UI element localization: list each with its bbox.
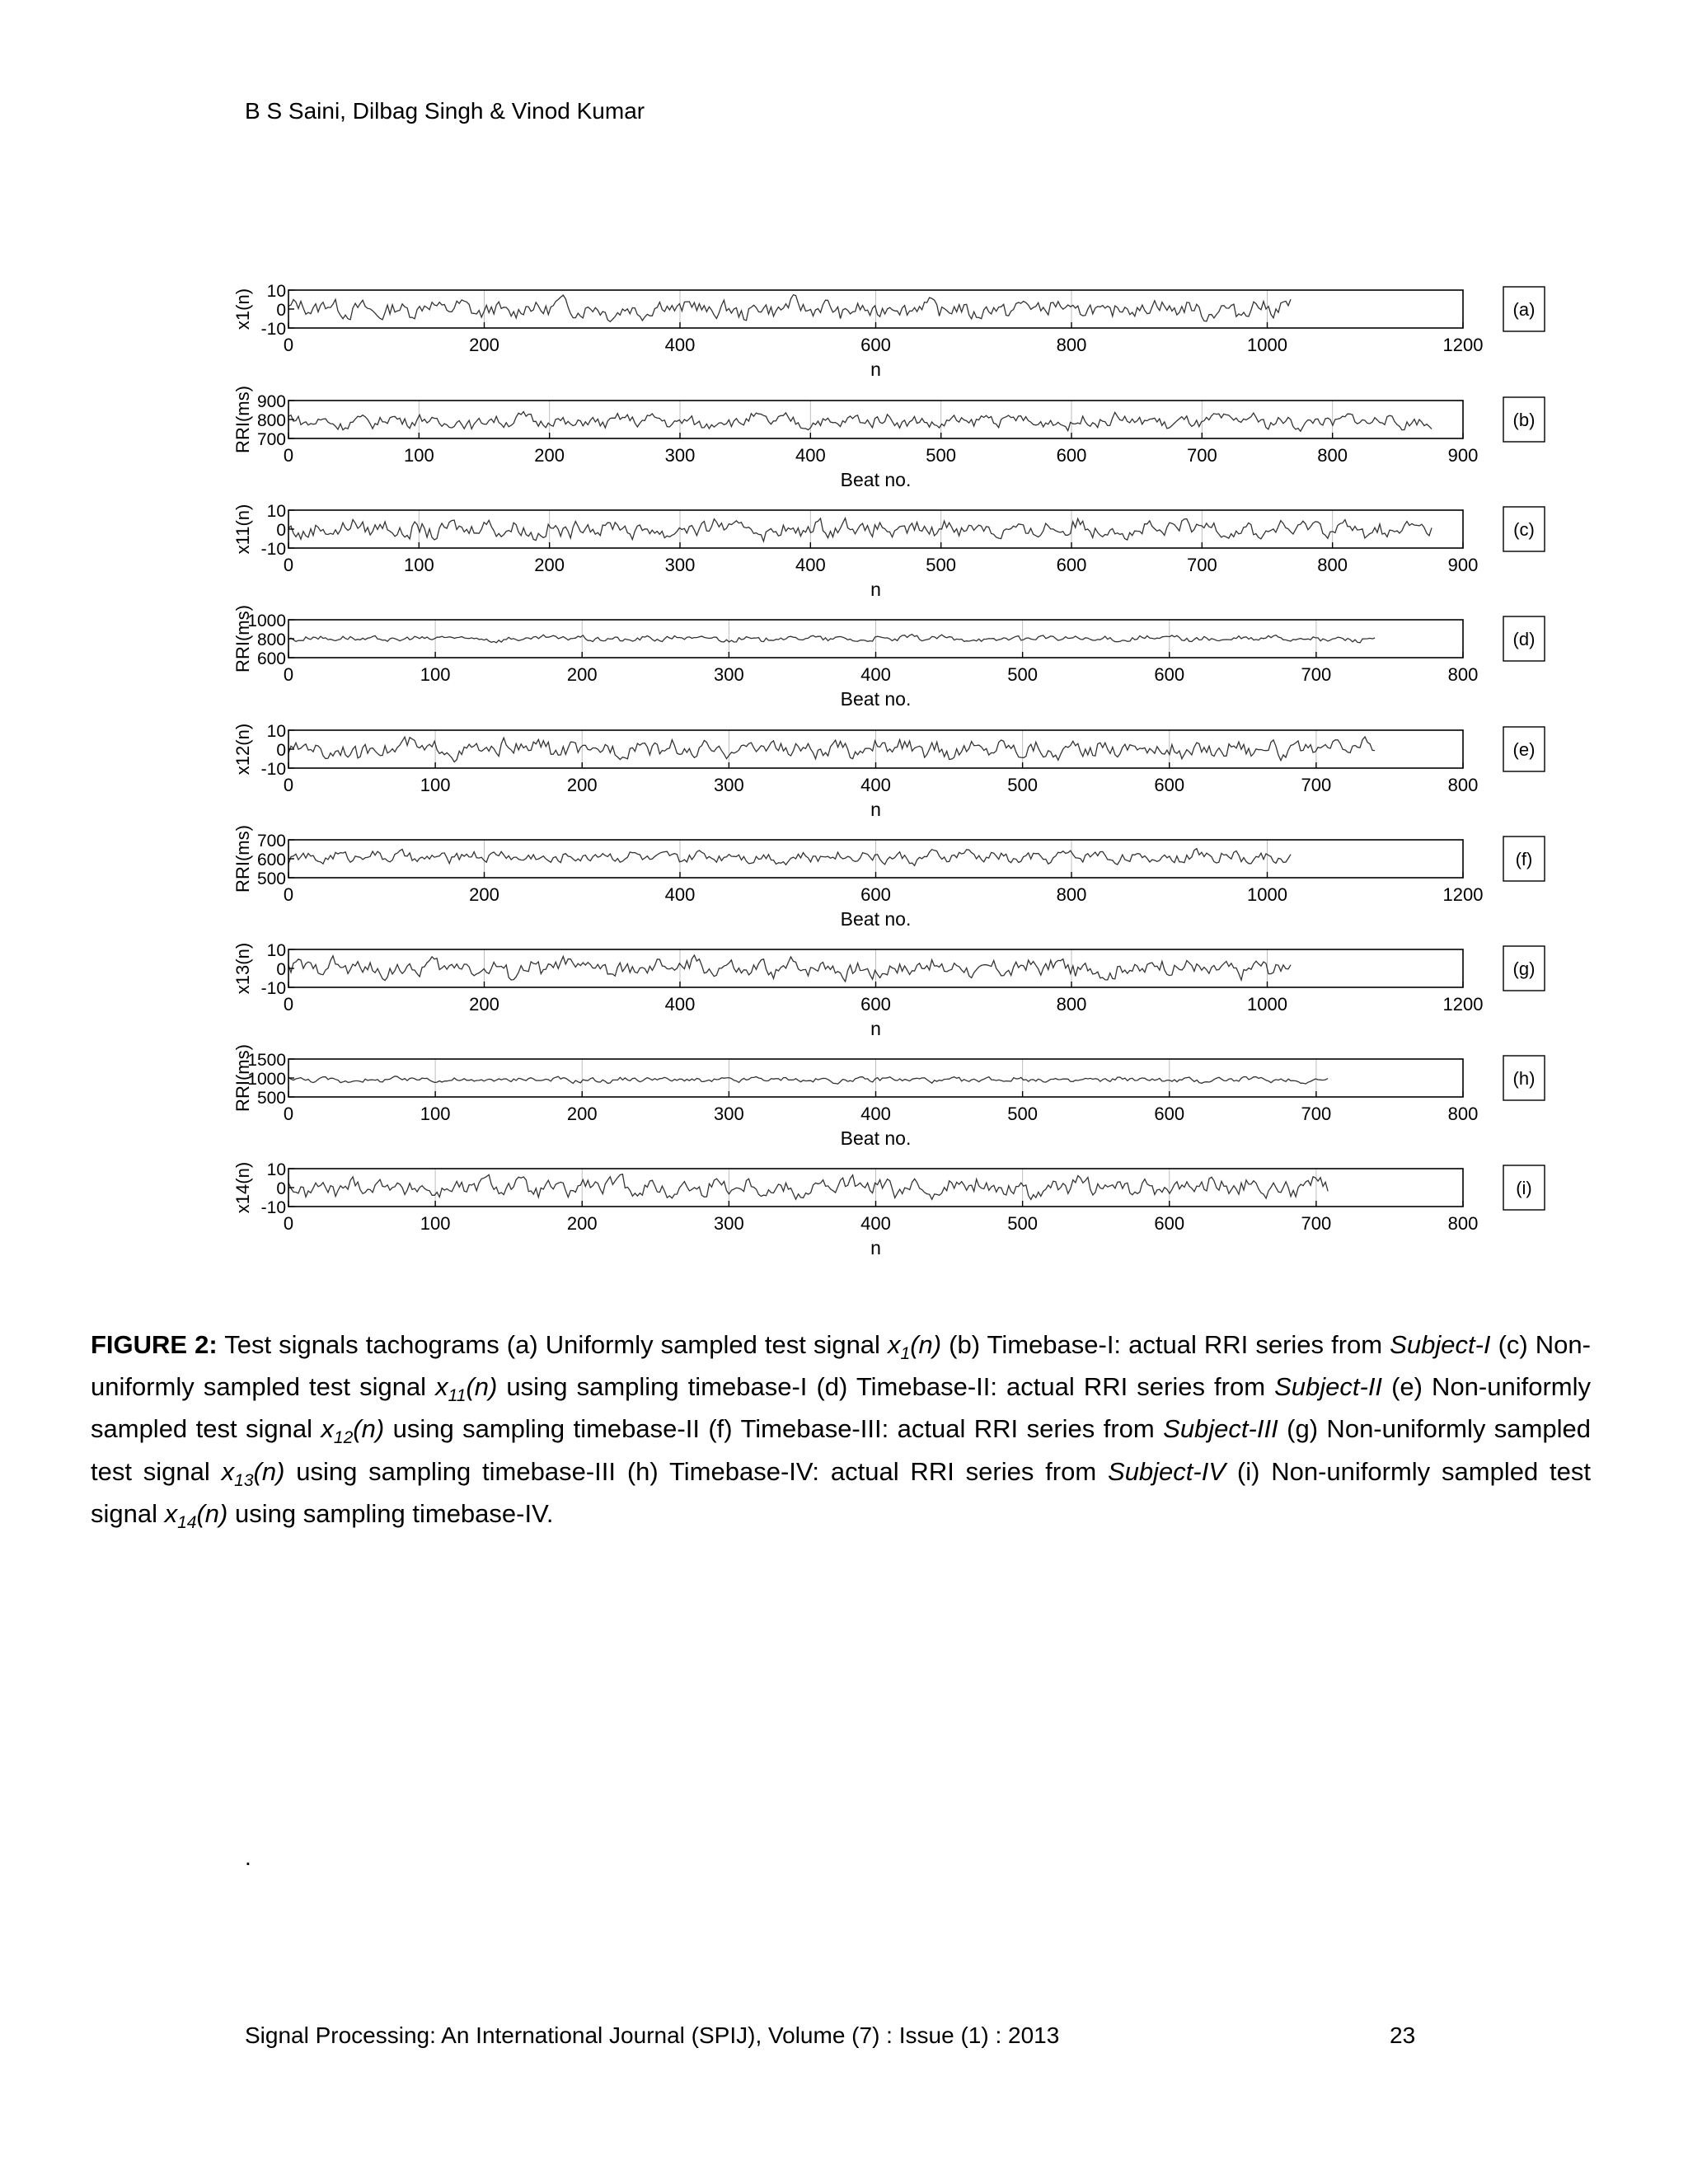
y-tick-label-a: -10 — [260, 320, 286, 339]
x-tick-label-g: 0 — [283, 994, 294, 1015]
x-tick-label-d: 0 — [283, 664, 294, 685]
caption-part: Subject-II — [1274, 1372, 1383, 1402]
x-tick-label-e: 600 — [1154, 775, 1185, 795]
y-tick-label-b: 900 — [256, 392, 286, 411]
panel-tag-b: (b) — [1512, 410, 1536, 430]
x-tick-label-b: 900 — [1447, 445, 1479, 466]
caption-part: (b) Timebase-I: actual RRI series from — [941, 1330, 1390, 1359]
caption-part: (n) — [466, 1372, 498, 1402]
y-tick-label-h: 500 — [256, 1089, 286, 1108]
x-tick-label-c: 400 — [795, 555, 826, 575]
x-tick-label-e: 100 — [420, 775, 451, 795]
x-tick-label-h: 300 — [714, 1104, 744, 1124]
panel-tag-a: (a) — [1512, 299, 1536, 320]
caption-part: (g) Non-uniformly sampled test signal — [91, 1414, 1591, 1486]
x-tick-label-i: 700 — [1301, 1213, 1332, 1234]
y-tick-label-d: 800 — [256, 630, 286, 649]
x-tick-label-b: 600 — [1056, 445, 1087, 466]
x-tick-label-i: 500 — [1007, 1213, 1038, 1234]
x-tick-label-g: 200 — [469, 994, 499, 1015]
x-tick-label-d: 600 — [1154, 664, 1185, 685]
x-tick-label-a: 200 — [469, 335, 499, 355]
y-axis-label-f: RRI(ms) — [232, 825, 253, 893]
y-tick-label-e: -10 — [260, 760, 286, 779]
caption-label: FIGURE 2: — [91, 1330, 218, 1359]
x-tick-label-d: 100 — [420, 664, 451, 685]
x-tick-label-g: 600 — [860, 994, 891, 1015]
axes-frame-c — [288, 510, 1463, 548]
signal-trace-a — [288, 295, 1291, 322]
x-tick-label-h: 100 — [420, 1104, 451, 1124]
x-tick-label-d: 700 — [1301, 664, 1332, 685]
caption-part: 13 — [234, 1470, 254, 1490]
x-tick-label-e: 800 — [1447, 775, 1479, 795]
x-axis-label-d: Beat no. — [840, 688, 912, 710]
journal-footer: Signal Processing: An International Journal (SPIJ), Volume (7) : Issue (1) : 2013 — [245, 2022, 1060, 2048]
x-tick-label-a: 800 — [1056, 335, 1087, 355]
y-tick-label-d: 600 — [256, 649, 286, 668]
caption-part: (n) — [910, 1330, 942, 1359]
x-tick-label-d: 800 — [1447, 664, 1479, 685]
x-tick-label-b: 800 — [1317, 445, 1348, 466]
page-number: 23 — [1390, 2022, 1416, 2048]
signal-trace-d — [288, 635, 1375, 643]
caption-part: Subject-IV — [1108, 1456, 1226, 1486]
x-tick-label-c: 800 — [1317, 555, 1348, 575]
x-tick-label-a: 400 — [664, 335, 696, 355]
caption-part: x — [321, 1414, 334, 1444]
x-axis-label-b: Beat no. — [840, 469, 912, 490]
x-tick-label-c: 0 — [283, 555, 294, 575]
caption-part: (c) Non-uniformly sampled test signal — [91, 1330, 1591, 1402]
x-tick-label-d: 500 — [1007, 664, 1038, 685]
x-tick-label-g: 1000 — [1247, 994, 1287, 1015]
panel-tag-e: (e) — [1512, 739, 1536, 760]
x-tick-label-h: 0 — [283, 1104, 294, 1124]
caption-part: 1 — [900, 1344, 911, 1364]
caption-part: Test signals tachograms (a) Uniformly sampled test signal — [217, 1330, 888, 1359]
y-tick-label-h: 1000 — [247, 1070, 286, 1089]
x-axis-label-f: Beat no. — [840, 908, 912, 930]
caption-part: (n) — [353, 1414, 385, 1444]
signal-trace-e — [288, 737, 1375, 762]
x-tick-label-c: 900 — [1447, 555, 1479, 575]
caption-part: 11 — [448, 1386, 467, 1406]
x-tick-label-c: 700 — [1186, 555, 1217, 575]
stray-mark: . — [245, 1844, 251, 1870]
figure-caption — [91, 1329, 1591, 1540]
x-tick-label-h: 700 — [1301, 1104, 1332, 1124]
y-axis-label-g: x13(n) — [232, 942, 253, 995]
x-tick-label-b: 700 — [1186, 445, 1217, 466]
caption-part: x — [435, 1372, 448, 1402]
caption-part: using sampling timebase-II (f) Timebase-III: actual RRI series from — [384, 1414, 1164, 1444]
y-axis-label-b: RRI(ms) — [232, 386, 253, 453]
x-tick-label-c: 200 — [534, 555, 565, 575]
x-tick-label-f: 400 — [664, 884, 696, 905]
caption-part: Subject-III — [1163, 1414, 1278, 1444]
x-tick-label-b: 400 — [795, 445, 826, 466]
y-tick-label-a: 10 — [266, 282, 286, 301]
x-tick-label-b: 100 — [403, 445, 434, 466]
y-tick-label-f: 600 — [256, 851, 286, 869]
x-tick-label-i: 400 — [860, 1213, 891, 1234]
panel-tag-i: (i) — [1516, 1178, 1532, 1198]
x-tick-label-e: 700 — [1301, 775, 1332, 795]
caption-part: (e) Non-uniformly sampled test signal — [91, 1372, 1592, 1444]
x-tick-label-g: 1200 — [1442, 994, 1484, 1015]
signal-trace-c — [288, 518, 1432, 541]
x-tick-label-e: 400 — [860, 775, 891, 795]
y-tick-label-d: 1000 — [247, 612, 286, 630]
caption-part: using sampling timebase-IV. — [227, 1498, 554, 1528]
x-tick-label-d: 200 — [566, 664, 598, 685]
x-tick-label-d: 300 — [714, 664, 744, 685]
x-tick-label-h: 400 — [860, 1104, 891, 1124]
caption-part: x — [221, 1456, 235, 1486]
y-tick-label-g: 10 — [266, 941, 286, 960]
y-tick-label-c: 10 — [266, 502, 286, 521]
y-tick-label-g: -10 — [260, 979, 286, 998]
panel-tag-c: (c) — [1513, 519, 1535, 540]
x-tick-label-b: 0 — [283, 445, 294, 466]
x-tick-label-f: 1200 — [1442, 884, 1484, 905]
x-tick-label-h: 200 — [566, 1104, 598, 1124]
signal-trace-h — [288, 1076, 1328, 1084]
x-axis-label-c: n — [870, 579, 881, 600]
x-tick-label-i: 200 — [566, 1213, 598, 1234]
x-axis-label-h: Beat no. — [840, 1127, 912, 1149]
x-tick-label-i: 100 — [420, 1213, 451, 1234]
y-axis-label-i: x14(n) — [232, 1161, 253, 1214]
caption-part: 14 — [177, 1512, 197, 1532]
x-axis-label-g: n — [870, 1018, 881, 1039]
x-tick-label-d: 400 — [860, 664, 891, 685]
x-tick-label-f: 0 — [283, 884, 294, 905]
x-tick-label-f: 1000 — [1247, 884, 1287, 905]
x-tick-label-e: 300 — [714, 775, 744, 795]
caption-part: (n) — [253, 1456, 285, 1486]
y-axis-label-h: RRI(ms) — [232, 1044, 253, 1112]
y-axis-label-c: x11(n) — [232, 504, 253, 555]
x-tick-label-c: 100 — [403, 555, 434, 575]
y-tick-label-c: 0 — [276, 521, 286, 540]
x-tick-label-f: 600 — [860, 884, 891, 905]
x-tick-label-a: 1000 — [1247, 335, 1287, 355]
x-tick-label-b: 300 — [664, 445, 696, 466]
x-tick-label-b: 200 — [534, 445, 565, 466]
x-tick-label-b: 500 — [926, 445, 957, 466]
x-tick-label-i: 800 — [1447, 1213, 1479, 1234]
y-tick-label-h: 1500 — [247, 1051, 286, 1070]
running-head: B S Saini, Dilbag Singh & Vinod Kumar — [245, 98, 645, 124]
signal-trace-g — [288, 955, 1291, 982]
caption-part: x — [888, 1330, 901, 1359]
x-tick-label-h: 800 — [1447, 1104, 1479, 1124]
x-tick-label-i: 600 — [1154, 1213, 1185, 1234]
y-axis-label-a: x1(n) — [232, 288, 253, 330]
caption-part: Subject-I — [1390, 1330, 1491, 1359]
x-axis-label-i: n — [870, 1237, 881, 1258]
y-tick-label-a: 0 — [276, 301, 286, 320]
caption-part: 12 — [333, 1428, 354, 1448]
y-tick-label-b: 800 — [256, 411, 286, 430]
x-tick-label-g: 800 — [1056, 994, 1087, 1015]
x-tick-label-c: 500 — [926, 555, 957, 575]
y-tick-label-b: 700 — [256, 430, 286, 449]
caption-part: using sampling timebase-III (h) Timebase-IV: actual RRI series from — [284, 1456, 1109, 1486]
y-axis-label-e: x12(n) — [232, 723, 253, 776]
y-tick-label-g: 0 — [276, 960, 286, 979]
x-tick-label-c: 600 — [1056, 555, 1087, 575]
caption-part: using sampling timebase-I (d) Timebase-II: actual RRI series from — [497, 1372, 1275, 1402]
signal-trace-f — [288, 849, 1291, 866]
x-tick-label-a: 600 — [860, 335, 891, 355]
x-axis-label-a: n — [870, 359, 881, 380]
panel-tag-h: (h) — [1512, 1068, 1536, 1089]
panel-tag-g: (g) — [1512, 958, 1536, 979]
caption-body — [91, 1330, 1592, 1532]
panel-tag-d: (d) — [1512, 629, 1536, 649]
x-tick-label-g: 400 — [664, 994, 696, 1015]
x-tick-label-e: 200 — [566, 775, 598, 795]
x-tick-label-a: 0 — [283, 335, 294, 355]
y-tick-label-c: -10 — [260, 540, 286, 559]
x-tick-label-a: 1200 — [1442, 335, 1484, 355]
x-tick-label-i: 300 — [714, 1213, 744, 1234]
y-tick-label-i: 10 — [266, 1160, 286, 1179]
x-tick-label-f: 200 — [469, 884, 499, 905]
signal-trace-i — [288, 1174, 1328, 1200]
x-axis-label-e: n — [870, 799, 881, 820]
x-tick-label-h: 500 — [1007, 1104, 1038, 1124]
signal-trace-b — [288, 412, 1432, 432]
y-axis-label-d: RRI(ms) — [232, 605, 253, 673]
x-tick-label-i: 0 — [283, 1213, 294, 1234]
x-tick-label-e: 500 — [1007, 775, 1038, 795]
y-tick-label-e: 10 — [266, 722, 286, 741]
caption-part: (i) Non-uniformly sampled test signal — [91, 1456, 1591, 1528]
panel-tag-f: (f) — [1515, 849, 1533, 869]
y-tick-label-i: 0 — [276, 1179, 286, 1198]
y-tick-label-f: 500 — [256, 869, 286, 888]
caption-part: x — [164, 1498, 178, 1528]
y-tick-label-f: 700 — [256, 832, 286, 851]
x-tick-label-f: 800 — [1056, 884, 1087, 905]
x-tick-label-c: 300 — [664, 555, 696, 575]
x-tick-label-e: 0 — [283, 775, 294, 795]
y-tick-label-e: 0 — [276, 741, 286, 760]
x-tick-label-h: 600 — [1154, 1104, 1185, 1124]
caption-part: (n) — [196, 1498, 228, 1528]
y-tick-label-i: -10 — [260, 1198, 286, 1217]
